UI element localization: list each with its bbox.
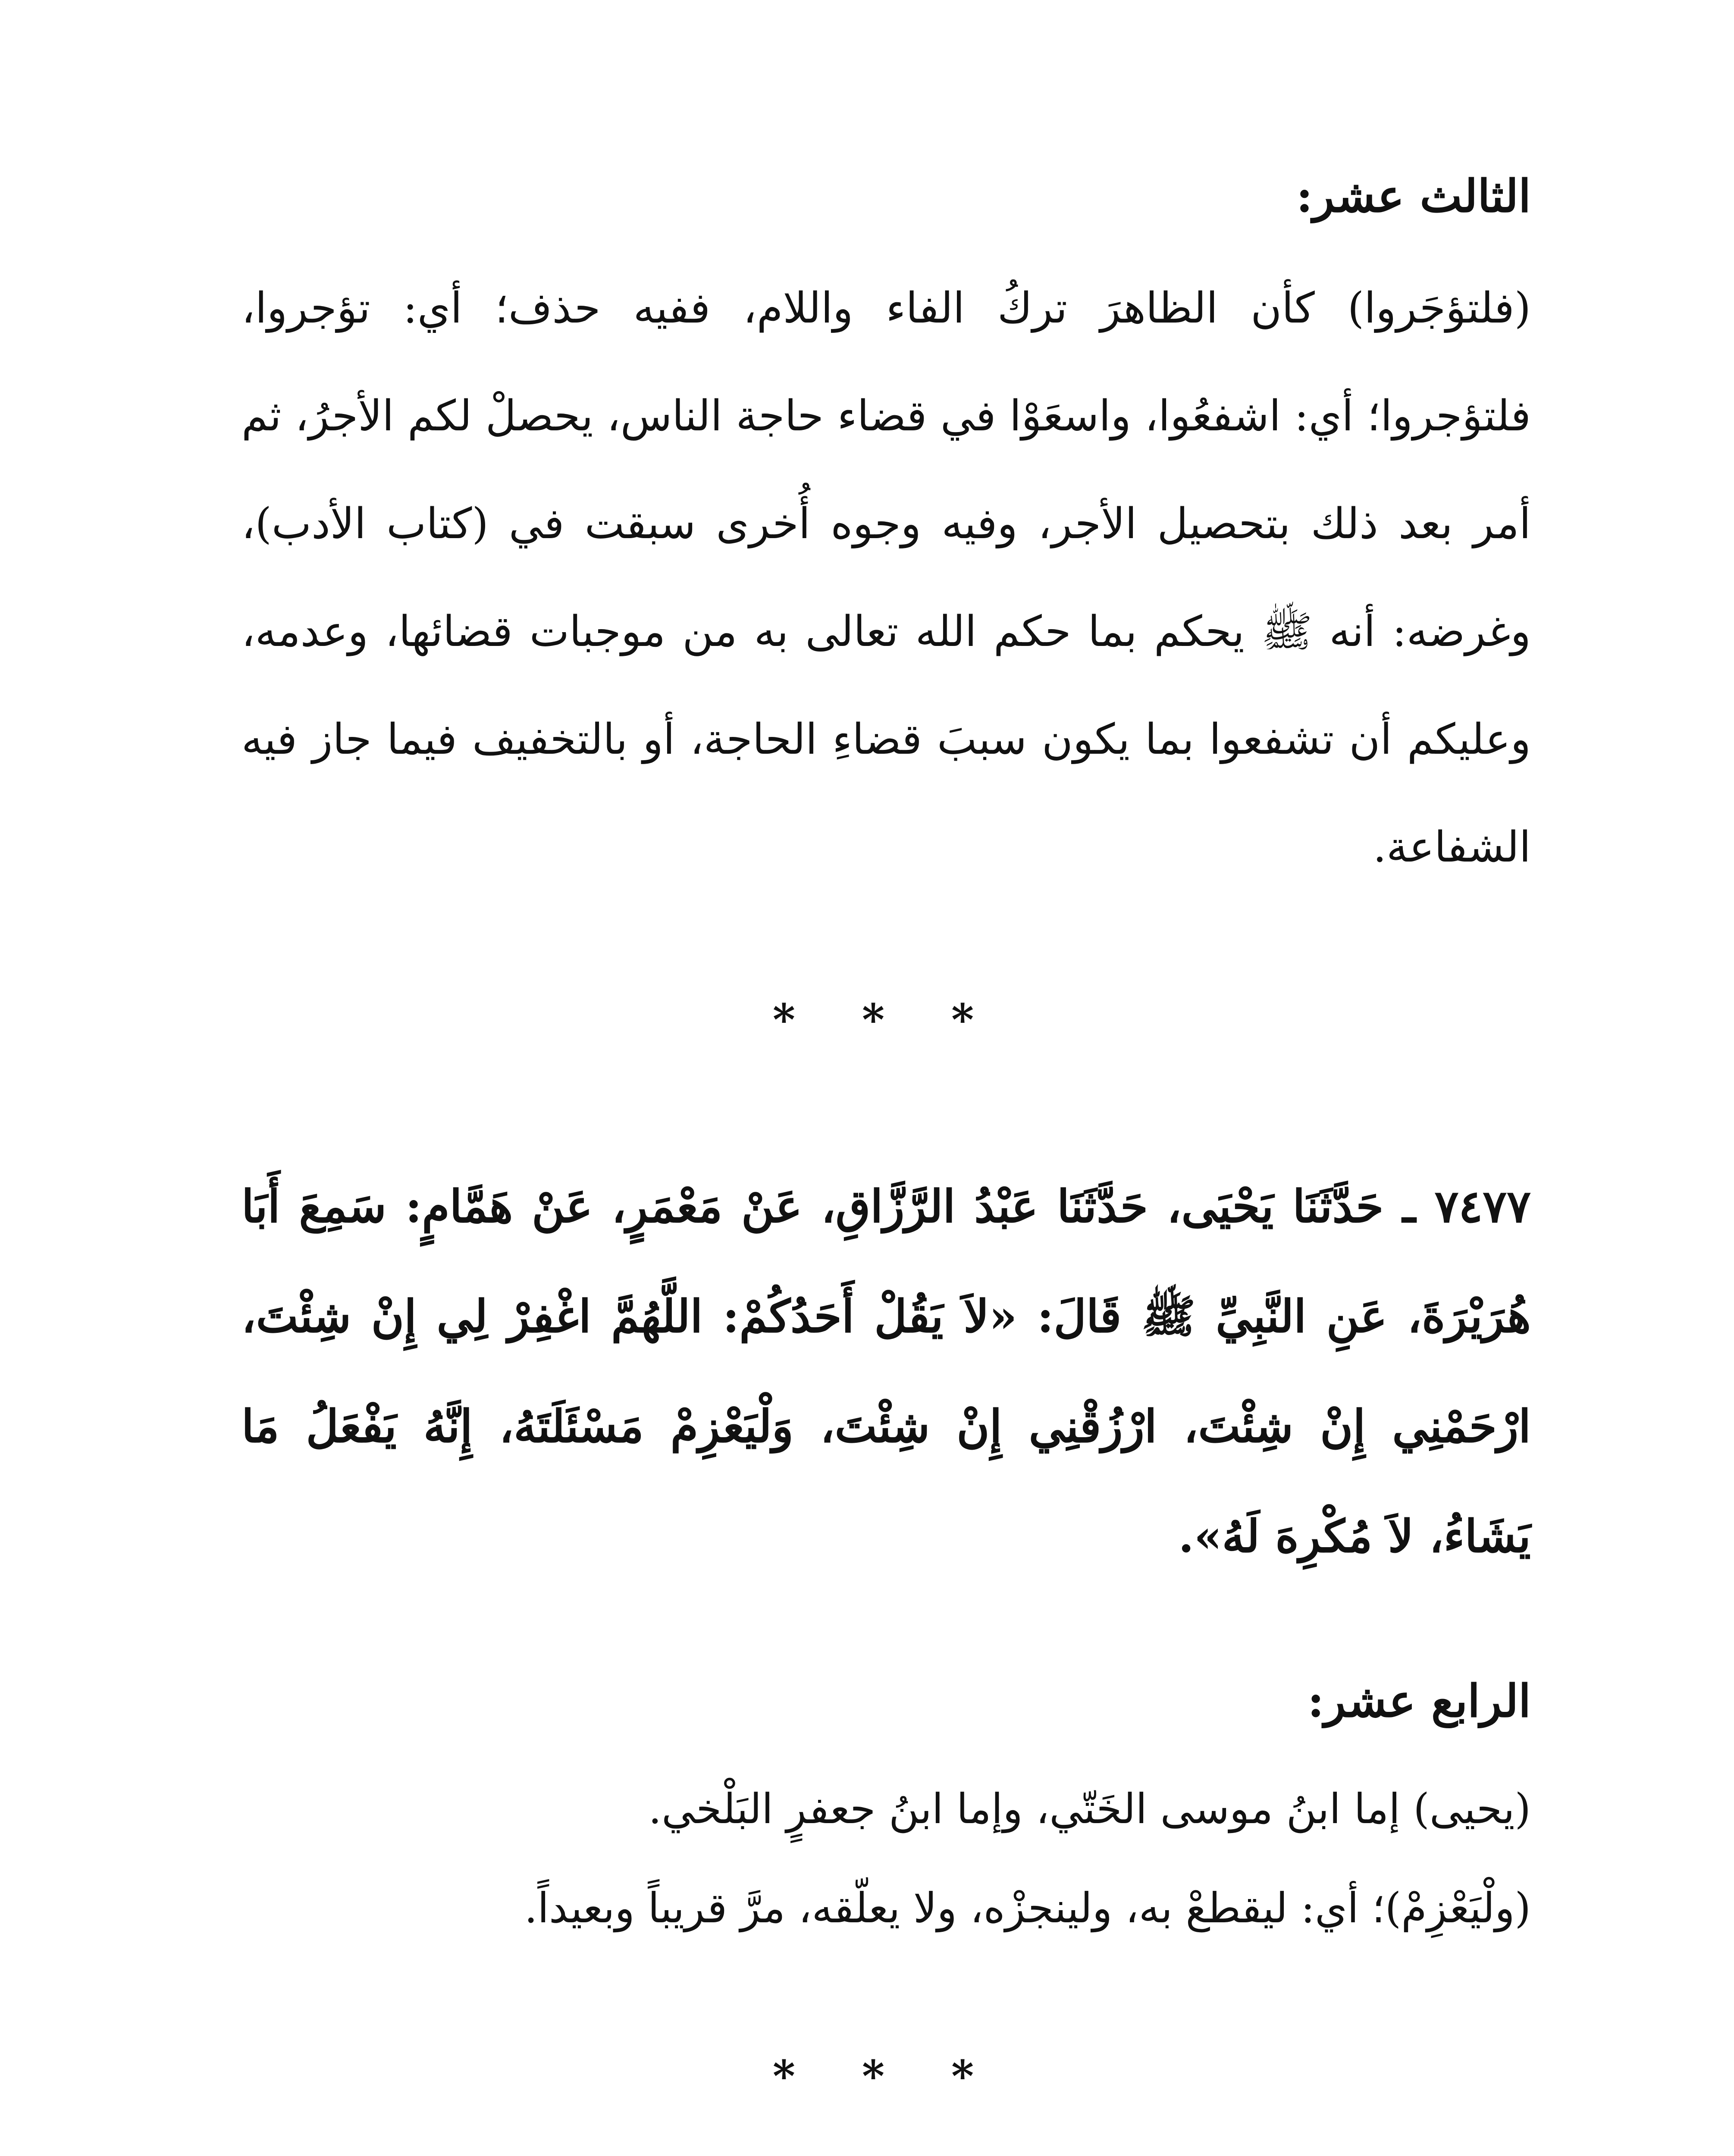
separator-stars: * * *	[772, 994, 1000, 1045]
commentary-paragraph-13: (فلتؤجَروا) كأن الظاهرَ تركُ الفاء واللام، ففيه حذف؛ أي: تؤجروا، فلتؤجروا؛ أي: اشفعُوا، واسعَوْا في قضاء حاجة الناس، يحصلْ لكم الأجرُ، ثم أمر بعد ذلك بتحصيل الأجر، وفيه وجوه أُخرى سبقت في (كتاب الأدب)، وغرضه: أنه ﷺ يحكم بما حكم الله تعالى به من موجبات قضائها، وعدمه، وعليكم أن تشفعوا بما يكون سببَ قضاءِ الحاجة، أو بالتخفيف فيما جاز فيه الشفاعة.	[241, 284, 1531, 872]
hadith-7477: ٧٤٧٧ ـ حَدَّثَنَا يَحْيَى، حَدَّثَنَا عَبْدُ الرَّزَّاقِ، عَنْ مَعْمَرٍ، عَنْ هَمَّامٍ: سَمِعَ أَبَا هُرَيْرَةَ، عَنِ النَّبِيِّ ﷺ قَالَ: «لاَ يَقُلْ أَحَدُكُمْ: اللَّهُمَّ اغْفِرْ لِي إِنْ شِئْتَ، ارْحَمْنِي إِنْ شِئْتَ، ارْزُقْنِي إِنْ شِئْتَ، وَلْيَعْزِمْ مَسْئَلَتَهُ، إِنَّهُ يَفْعَلُ مَا يَشَاءُ، لاَ مُكْرِهَ لَهُ».	[241, 1180, 1531, 1563]
section-heading-13: الثالث عشر:	[1296, 169, 1531, 222]
commentary-line-walyazim: (ولْيَعْزِمْ)؛ أي: ليقطعْ به، ولينجزْه، ولا يعلّقه، مرَّ قريباً وبعيداً.	[524, 1884, 1531, 1932]
section-heading-14: الرابع عشر:	[1308, 1674, 1531, 1727]
commentary-line-yahya: (يحيى) إما ابنُ موسى الخَتّي، وإما ابنُ جعفرٍ البَلْخي.	[648, 1785, 1531, 1833]
page-body	[241, 164, 1531, 2156]
separator-stars: * * *	[772, 2051, 1000, 2102]
